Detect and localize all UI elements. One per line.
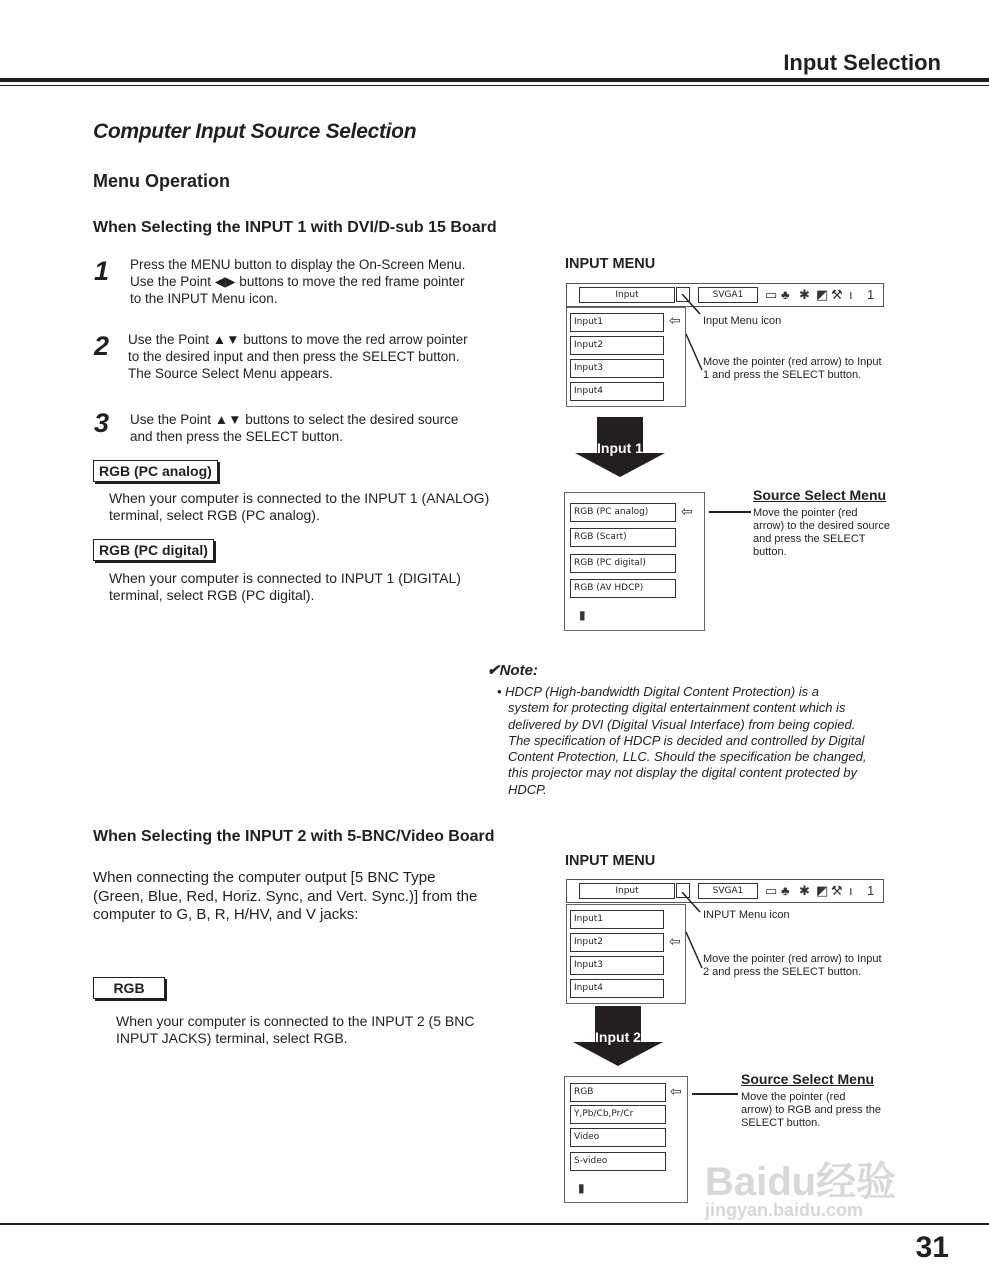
- callout-line: [709, 511, 751, 513]
- step-line: and then press the SELECT button.: [130, 429, 343, 444]
- footer-rule: [0, 1223, 989, 1225]
- text-line: When your computer is connected to the INPUT 1 (ANALOG): [109, 490, 490, 506]
- menu-item[interactable]: Input3: [570, 359, 664, 378]
- step-number: 3: [94, 408, 110, 438]
- screen-icon: ◩: [816, 287, 829, 302]
- menu-bar: [566, 283, 884, 307]
- input-list-panel: [566, 904, 686, 1004]
- menu-bar-signal: SVGA1: [698, 883, 758, 899]
- menu-item[interactable]: Input2: [570, 933, 664, 952]
- intro-line: When connecting the computer output [5 BNC Type: [93, 869, 436, 886]
- step-line: Use the Point ◀▶ buttons to move the red frame pointer: [130, 274, 465, 289]
- text-line: terminal, select RGB (PC digital).: [109, 587, 315, 603]
- pointer-arrow-icon: ⇦: [669, 933, 681, 949]
- callout-line: Move the pointer (red arrow) to Input: [703, 356, 882, 368]
- part1-heading: When Selecting the INPUT 1 with DVI/D-sub 15 Board: [93, 219, 497, 236]
- source-select-title: Source Select Menu: [741, 1071, 875, 1087]
- menu-item[interactable]: Input4: [570, 979, 664, 998]
- step-number: 2: [94, 331, 110, 361]
- callout-menu-icon: Input Menu icon: [703, 315, 782, 327]
- callout-line: and press the SELECT: [753, 533, 866, 545]
- input-list-panel: [566, 307, 686, 407]
- note-text: [497, 684, 866, 798]
- source-item[interactable]: RGB (PC digital): [570, 554, 676, 573]
- callout-line: Move the pointer (red arrow) to Input: [703, 953, 882, 965]
- callout-line: button.: [753, 546, 787, 558]
- step-text: [130, 256, 465, 307]
- note-head-text: Note:: [499, 662, 538, 679]
- note-line: • HDCP (High-bandwidth Digital Content Protection) is a: [497, 684, 819, 699]
- source-select-title: Source Select Menu: [753, 487, 887, 503]
- arrow-label: Input 2: [595, 1029, 641, 1045]
- setting-icon: ⚒: [831, 883, 843, 898]
- page-number: 31: [915, 1231, 949, 1264]
- intro-line: computer to G, B, R, H/HV, and V jacks:: [93, 906, 359, 923]
- part2-heading: When Selecting the INPUT 2 with 5-BNC/Video Board: [93, 828, 495, 845]
- menu-bar: [566, 879, 884, 903]
- pointer-arrow-icon: ⇦: [681, 503, 693, 519]
- callout-pointer: [703, 953, 882, 979]
- rgb-analog-label: RGB (PC analog): [93, 460, 218, 482]
- laptop-icon: ▭: [765, 883, 778, 898]
- step-text: [130, 411, 458, 445]
- note-heading: [487, 661, 538, 679]
- note-line: HDCP.: [508, 781, 547, 797]
- step-line: The Source Select Menu appears.: [128, 366, 333, 381]
- source-select-panel: [564, 1076, 688, 1203]
- step-arrow: [573, 1006, 663, 1066]
- source-item[interactable]: RGB (Scart): [570, 528, 676, 547]
- menu-item[interactable]: Input3: [570, 956, 664, 975]
- color-icon: ♣: [781, 287, 790, 302]
- intro-line: (Green, Blue, Red, Horiz. Sync, and Vert. Sync.)] from the: [93, 887, 478, 905]
- screen-icon: ◩: [816, 883, 829, 898]
- callout-line: Move the pointer (red: [753, 507, 858, 519]
- source-select-callout: [753, 507, 890, 559]
- source-item[interactable]: RGB (AV HDCP): [570, 579, 676, 598]
- note-line: The specification of HDCP is decided and controlled by Digital: [508, 732, 865, 748]
- callout-menu-icon: INPUT Menu icon: [703, 909, 790, 921]
- source-item[interactable]: S-video: [570, 1152, 666, 1171]
- laptop-icon: ▭: [765, 287, 778, 302]
- step-line: to the desired input and then press the SELECT button.: [128, 349, 460, 364]
- input-menu-title: INPUT MENU: [565, 256, 656, 272]
- note-line: delivered by DVI (Digital Visual Interface) from being copied.: [508, 716, 856, 732]
- note-line: Content Protection, LLC. Should the specification be changed,: [508, 749, 867, 765]
- header-rule: [0, 78, 989, 82]
- step-line: Use the Point ▲▼ buttons to select the desired source: [130, 412, 459, 427]
- source-item[interactable]: Video: [570, 1128, 666, 1147]
- step-line: Use the Point ▲▼ buttons to move the red arrow pointer: [128, 332, 468, 347]
- rgb-digital-label: RGB (PC digital): [93, 539, 214, 561]
- menu-end-icon: 1: [867, 287, 875, 302]
- check-icon: ✔: [487, 662, 500, 679]
- menu-item[interactable]: Input1: [570, 910, 664, 929]
- menu-bar-input: Input: [579, 287, 675, 303]
- callout-pointer: [703, 356, 882, 382]
- menu-bar-input: Input: [579, 883, 675, 899]
- menu-item[interactable]: Input4: [570, 382, 664, 401]
- info-icon: ı: [849, 883, 853, 898]
- source-select-panel: [564, 492, 705, 631]
- source-select-callout: [741, 1091, 881, 1130]
- arrow-label: Input 1: [597, 440, 643, 456]
- page-header-title: Input Selection: [783, 50, 941, 75]
- source-item[interactable]: RGB (PC analog): [570, 503, 676, 522]
- step-number: 1: [94, 256, 110, 286]
- pointer-arrow-icon: ⇦: [670, 1083, 682, 1099]
- info-icon: ı: [849, 287, 853, 302]
- callout-line: [692, 1093, 738, 1095]
- text-line: When your computer is connected to INPUT 1 (DIGITAL): [109, 570, 461, 586]
- rgb-analog-text: [109, 490, 489, 524]
- part2-intro: [93, 869, 477, 925]
- setting-icon: ⚒: [831, 287, 843, 302]
- callout-line: 2 and press the SELECT button.: [703, 966, 862, 978]
- menu-item[interactable]: Input1: [570, 313, 664, 332]
- text-line: INPUT JACKS) terminal, select RGB.: [116, 1030, 348, 1046]
- watermark-url: jingyan.baidu.com: [705, 1200, 864, 1220]
- source-item[interactable]: Y,Pb/Cb,Pr/Cr: [570, 1105, 666, 1124]
- step-line: to the INPUT Menu icon.: [130, 291, 278, 306]
- callout-line: Move the pointer (red: [741, 1091, 846, 1103]
- rgb-digital-text: [109, 570, 461, 604]
- menu-end-icon: 1: [867, 883, 875, 898]
- rgb-text: [116, 1013, 474, 1047]
- exit-icon[interactable]: ▮: [578, 1181, 585, 1195]
- text-line: terminal, select RGB (PC analog).: [109, 507, 320, 523]
- step-line: Press the MENU button to display the On-Screen Menu.: [130, 257, 466, 272]
- section-title: Computer Input Source Selection: [93, 120, 417, 143]
- note-line: system for protecting digital entertainment content which is: [508, 700, 846, 716]
- callout-line: arrow) to RGB and press the: [741, 1104, 882, 1116]
- callout-line: SELECT button.: [741, 1117, 821, 1129]
- text-line: When your computer is connected to the INPUT 2 (5 BNC: [116, 1013, 475, 1029]
- header-rule-thin: [0, 85, 989, 86]
- callout-line: arrow) to the desired source: [753, 520, 890, 532]
- color-icon: ♣: [781, 883, 790, 898]
- input-menu-title: INPUT MENU: [565, 853, 656, 869]
- source-item[interactable]: RGB: [570, 1083, 666, 1102]
- image-adjust-icon: ✱: [799, 287, 810, 302]
- callout-line: 1 and press the SELECT button.: [703, 369, 862, 381]
- rgb-label: RGB: [93, 977, 165, 999]
- exit-icon[interactable]: ▮: [579, 608, 586, 622]
- step-text: [128, 331, 468, 382]
- pointer-arrow-icon: ⇦: [669, 312, 681, 328]
- watermark-brand: Baidu经验: [705, 1160, 897, 1204]
- note-line: this projector may not display the digital content protected by: [508, 765, 858, 781]
- menu-item[interactable]: Input2: [570, 336, 664, 355]
- step-arrow: [575, 417, 665, 477]
- sub-title: Menu Operation: [93, 171, 231, 191]
- menu-bar-signal: SVGA1: [698, 287, 758, 303]
- image-adjust-icon: ✱: [799, 883, 810, 898]
